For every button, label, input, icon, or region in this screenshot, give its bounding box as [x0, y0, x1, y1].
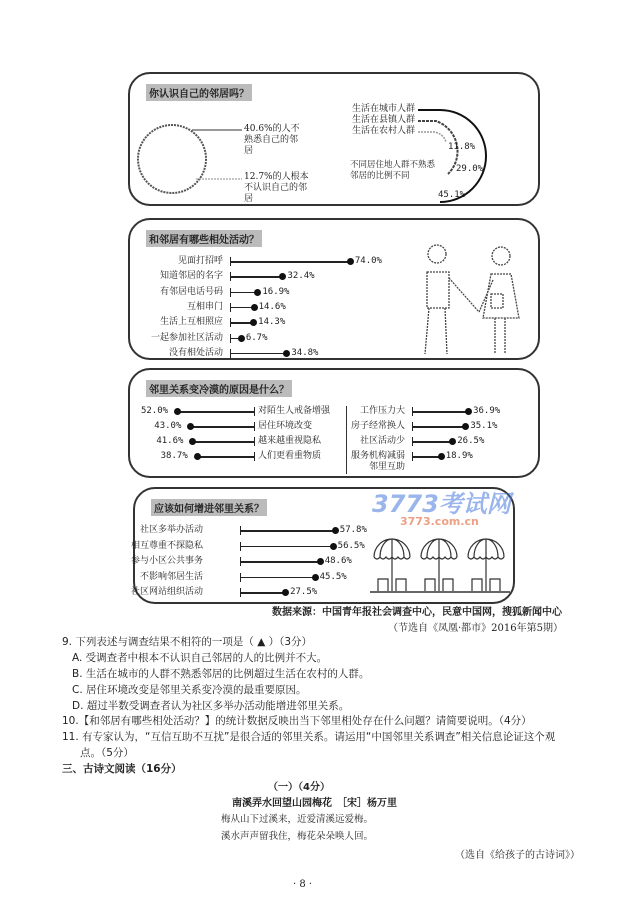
panel-title: 和邻居有哪些相处活动？ — [146, 230, 262, 247]
bar-label: 见面打招呼 — [177, 256, 223, 266]
poem-title: 南溪弄水回望山园梅花 ［宋］杨万里 — [232, 798, 397, 809]
handshake-couple-illustration — [415, 234, 525, 354]
bar-value: 43.0% — [154, 421, 182, 431]
group-value-town: 29.0% — [456, 164, 484, 174]
bar-dot — [283, 350, 290, 357]
bar-value: 36.9% — [473, 406, 501, 416]
umbrella-tables-illustration — [370, 529, 510, 599]
question-9: 9. 下列表述与调查结果不相符的一项是（ ▲ ）（3分） — [62, 636, 313, 648]
poem-source: （选自《给孩子的古诗词》） — [455, 850, 580, 861]
bar-value: 27.5% — [290, 587, 318, 597]
bar-label: 居住环境改变 — [258, 421, 313, 431]
pie-circle-graphic — [130, 74, 542, 208]
panel-activities — [128, 218, 540, 360]
bar-row — [130, 436, 538, 447]
bar-dot — [347, 258, 354, 265]
panel-title: 应该如何增进邻里关系？ — [151, 499, 267, 516]
bar-dot — [250, 319, 257, 326]
section-3-heading: 三、古诗文阅读（16分） — [62, 763, 182, 775]
bar-line — [412, 411, 468, 413]
circle-label-unfamiliar: 40.6%的人不熟悉自己的邻居 — [244, 124, 300, 156]
bar-label: 生活上互相照应 — [159, 317, 223, 328]
bar-label: 没有相处活动 — [168, 347, 223, 358]
bar-dot — [317, 558, 324, 565]
panel-title: 邻里关系变冷漠的原因是什么？ — [146, 380, 292, 397]
excerpt-source: （节选自《凤凰·都市》2016年第5期） — [388, 623, 563, 634]
bar-line — [230, 276, 282, 278]
bar-row — [130, 421, 538, 432]
group-value-city: 45.1% — [438, 190, 466, 200]
bar-line — [240, 546, 333, 548]
bar-line — [412, 441, 452, 443]
bar-label: 参与小区公共事务 — [130, 556, 203, 566]
bar-value: 35.1% — [470, 421, 498, 431]
circle-label-unknown: 12.7%的人根本不认识自己的邻居 — [244, 172, 309, 204]
bar-label: 不影响邻居生活 — [139, 571, 203, 582]
bar-label: 越来越重视隐私 — [258, 436, 322, 446]
bar-row — [130, 451, 538, 472]
bar-line — [240, 561, 320, 563]
poem-line-2: 溪水声声留我住，梅花朵朵唤人回。 — [221, 831, 374, 842]
question-9-option-d: D. 超过半数受调查者认为社区多举办活动能增进邻里关系。 — [72, 700, 350, 712]
group-label-city: 生活在城市人群 — [352, 104, 416, 114]
bar-dot — [330, 543, 337, 550]
bar-line — [230, 292, 257, 294]
bar-value: 45.5% — [319, 571, 347, 582]
bar-value: 74.0% — [354, 256, 382, 266]
data-source: 数据来源：中国青年报社会调查中心，民意中国网，搜狐新闻中心 — [272, 607, 562, 618]
panel-reasons — [128, 368, 540, 478]
bar-value: 38.7% — [160, 451, 188, 461]
bar-label: 人们更看重物质 — [258, 451, 322, 461]
group-note: 不同居住地人群不熟悉邻居的比例不同 — [350, 160, 436, 181]
bar-label: 一起参加社区活动 — [150, 332, 223, 343]
bar-label: 社区网站组织活动 — [130, 587, 203, 597]
question-10: 10.【和邻居有哪些相处活动？】的统计数据反映出当下邻里相处存在什么问题？请简要说明。（4分） — [62, 715, 532, 727]
panel-title: 你认识自己的邻居吗？ — [146, 84, 252, 101]
bar-label: 工作压力大 — [359, 406, 405, 416]
bar-dot — [462, 423, 469, 430]
bar-value: 32.4% — [287, 271, 315, 282]
bar-value: 57.8% — [339, 525, 367, 535]
bar-dot — [465, 408, 472, 415]
bar-label: 服务机构减弱邻里互助 — [350, 451, 405, 472]
question-11: 11. 有专家认为，“互信互助不互扰”是很合适的邻里关系。请运用“中国邻里关系调查”相关信息论证这个观 — [62, 731, 556, 743]
bar-dot — [312, 574, 319, 581]
bar-label: 相互尊重不探隐私 — [130, 540, 203, 551]
bar-value: 26.5% — [457, 436, 485, 446]
bar-value: 6.7% — [245, 332, 268, 343]
watermark-url: 3773.com.cn — [400, 515, 479, 528]
bar-line — [412, 456, 441, 458]
bar-dot — [449, 438, 456, 445]
poem-line-1: 梅从山下过溪来，近爱清溪远爱梅。 — [221, 814, 374, 825]
bar-value: 14.3% — [258, 317, 286, 328]
watermark-logo: 3773考试网 — [372, 490, 511, 518]
bar-label: 社区多举办活动 — [139, 525, 203, 535]
bar-value: 16.9% — [262, 286, 290, 297]
bar-label: 互相串门 — [186, 301, 223, 312]
page-number: · 8 · — [293, 879, 313, 890]
bar-label: 有邻居电话号码 — [159, 286, 223, 297]
bar-dot — [332, 527, 339, 534]
bar-label: 社区活动少 — [359, 436, 405, 446]
bar-label: 知道邻居的名字 — [159, 271, 223, 282]
question-9-option-b: B. 生活在城市的人群不熟悉邻居的比例超过生活在农村的人群。 — [72, 668, 370, 680]
bar-dot — [279, 273, 286, 280]
bar-value: 18.9% — [445, 451, 473, 461]
bar-line — [230, 261, 350, 263]
poem-part-heading: （一）（4分） — [268, 782, 330, 793]
bar-value: 14.6% — [258, 301, 286, 312]
bar-dot — [238, 335, 245, 342]
bar-value: 41.6% — [156, 436, 184, 446]
bar-line — [240, 577, 315, 579]
group-label-town: 生活在县镇人群 — [352, 115, 416, 125]
bar-dot — [251, 304, 258, 311]
bar-line — [240, 592, 285, 594]
question-9-option-a: A. 受调查者中根本不认识自己邻居的人的比例并不大。 — [72, 652, 328, 664]
bar-label: 对陌生人戒备增强 — [258, 406, 331, 416]
group-label-rural: 生活在农村人群 — [352, 126, 416, 136]
question-11-continued: 点。（5分） — [80, 747, 134, 759]
bar-value: 52.0% — [140, 406, 169, 416]
bar-dot — [438, 453, 445, 460]
bar-line — [240, 530, 335, 532]
bar-label: 房子经常换人 — [350, 421, 405, 431]
panel-know-neighbors — [128, 72, 540, 206]
bar-line — [230, 353, 286, 355]
bar-value: 34.8% — [291, 347, 319, 358]
bar-value: 48.6% — [324, 556, 352, 566]
bar-row — [130, 406, 538, 417]
bar-dot — [282, 589, 289, 596]
bar-line — [412, 426, 465, 428]
bar-value: 56.5% — [337, 540, 365, 551]
bar-dot — [254, 289, 261, 296]
group-value-rural: 11.8% — [448, 142, 476, 152]
question-9-option-c: C. 居住环境改变是邻里关系变冷漠的最重要原因。 — [72, 684, 307, 696]
